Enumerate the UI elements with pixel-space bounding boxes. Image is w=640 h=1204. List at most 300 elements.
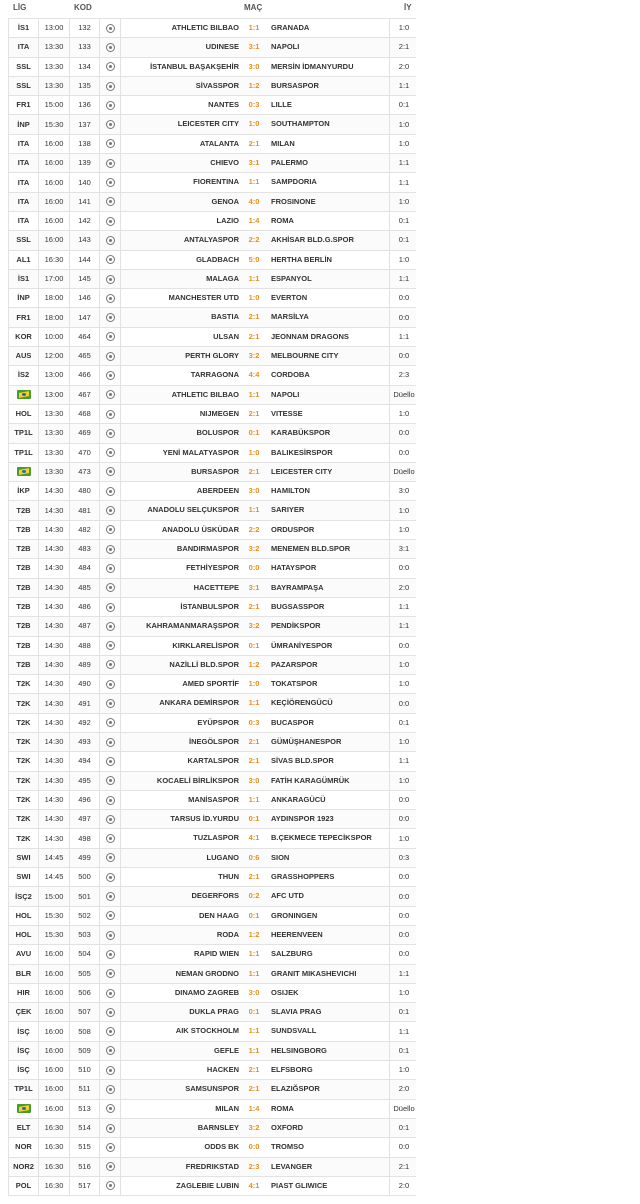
- live-cell[interactable]: [100, 1176, 121, 1195]
- table-row[interactable]: [9, 173, 417, 192]
- match-cell[interactable]: [121, 269, 390, 288]
- match-cell[interactable]: [121, 462, 390, 481]
- soccer-ball-icon[interactable]: [106, 178, 115, 187]
- table-row[interactable]: [9, 732, 417, 751]
- half-time-score: 0:1: [390, 96, 417, 115]
- home-team: İSTANBUL BAŞAKŞEHİR: [150, 61, 239, 71]
- table-row[interactable]: [9, 308, 417, 327]
- soccer-ball-icon[interactable]: [106, 1085, 115, 1094]
- soccer-ball-icon[interactable]: [106, 236, 115, 245]
- live-cell[interactable]: [100, 347, 121, 366]
- soccer-ball-icon[interactable]: [106, 332, 115, 341]
- table-row[interactable]: [9, 540, 417, 559]
- match-cell[interactable]: [121, 347, 390, 366]
- table-row[interactable]: [9, 771, 417, 790]
- live-cell[interactable]: [100, 617, 121, 636]
- time-cell: 14:30: [39, 520, 70, 539]
- full-time-score: 2:1: [248, 872, 260, 882]
- live-cell[interactable]: [100, 269, 121, 288]
- match-cell[interactable]: [121, 1003, 390, 1022]
- match-cell[interactable]: [121, 211, 390, 230]
- match-cell[interactable]: [121, 1061, 390, 1080]
- match-cell[interactable]: [121, 983, 390, 1002]
- match-cell[interactable]: [121, 76, 390, 95]
- table-row[interactable]: [9, 1118, 417, 1137]
- match-cell[interactable]: [121, 19, 390, 38]
- soccer-ball-icon[interactable]: [106, 950, 115, 959]
- live-cell[interactable]: [100, 134, 121, 153]
- full-time-score: 3:2: [248, 351, 260, 361]
- live-cell[interactable]: [100, 57, 121, 76]
- soccer-ball-icon[interactable]: [106, 448, 115, 457]
- live-cell[interactable]: [100, 424, 121, 443]
- match-cell[interactable]: [121, 327, 390, 346]
- time-cell: 13:00: [39, 19, 70, 38]
- table-row[interactable]: [9, 347, 417, 366]
- full-time-score: 1:2: [248, 929, 260, 939]
- match-cell[interactable]: [121, 1022, 390, 1041]
- live-cell[interactable]: [100, 404, 121, 423]
- live-cell[interactable]: [100, 154, 121, 173]
- half-time-score: 3:1: [390, 540, 417, 559]
- code-cell: 144: [70, 250, 100, 269]
- soccer-ball-icon[interactable]: [106, 255, 115, 264]
- league-cell: [9, 443, 39, 462]
- live-cell[interactable]: [100, 868, 121, 887]
- table-row[interactable]: [9, 906, 417, 925]
- match-cell[interactable]: [121, 655, 390, 674]
- table-row[interactable]: [9, 1022, 417, 1041]
- league-code: İNP: [17, 119, 30, 129]
- soccer-ball-icon[interactable]: [106, 371, 115, 380]
- soccer-ball-icon[interactable]: [106, 641, 115, 650]
- live-cell[interactable]: [100, 96, 121, 115]
- match-cell[interactable]: [121, 404, 390, 423]
- home-team: İNEGÖLSPOR: [188, 736, 239, 746]
- match-cell[interactable]: [121, 443, 390, 462]
- live-cell[interactable]: [100, 482, 121, 501]
- soccer-ball-icon[interactable]: [106, 506, 115, 515]
- half-time-score: 2:0: [390, 57, 417, 76]
- match-cell[interactable]: [121, 694, 390, 713]
- table-row[interactable]: [9, 76, 417, 95]
- soccer-ball-icon[interactable]: [106, 139, 115, 148]
- match-cell[interactable]: [121, 115, 390, 134]
- table-row[interactable]: [9, 134, 417, 153]
- table-row[interactable]: [9, 945, 417, 964]
- soccer-ball-icon[interactable]: [106, 834, 115, 843]
- code-cell: 509: [70, 1041, 100, 1060]
- soccer-ball-icon[interactable]: [106, 62, 115, 71]
- table-row[interactable]: [9, 636, 417, 655]
- match-cell[interactable]: [121, 250, 390, 269]
- half-time-score: 0:0: [390, 790, 417, 809]
- live-cell[interactable]: [100, 829, 121, 848]
- soccer-ball-icon[interactable]: [106, 660, 115, 669]
- soccer-ball-icon[interactable]: [106, 989, 115, 998]
- match-cell[interactable]: [121, 713, 390, 732]
- league-cell: [9, 1176, 39, 1195]
- away-team: B.ÇEKMECE TEPECİKSPOR: [271, 833, 372, 843]
- live-cell[interactable]: [100, 675, 121, 694]
- match-cell[interactable]: [121, 829, 390, 848]
- match-cell[interactable]: [121, 675, 390, 694]
- match-cell[interactable]: [121, 520, 390, 539]
- match-cell[interactable]: [121, 308, 390, 327]
- soccer-ball-icon[interactable]: [106, 1027, 115, 1036]
- table-row[interactable]: [9, 597, 417, 616]
- half-time-score: 1:0: [390, 771, 417, 790]
- soccer-ball-icon[interactable]: [106, 390, 115, 399]
- match-cell[interactable]: [121, 597, 390, 616]
- soccer-ball-icon[interactable]: [106, 429, 115, 438]
- league-code: FR1: [16, 100, 31, 110]
- league-code: NOR: [15, 1142, 32, 1152]
- soccer-ball-icon[interactable]: [106, 525, 115, 534]
- match-cell[interactable]: [121, 134, 390, 153]
- table-row[interactable]: [9, 424, 417, 443]
- soccer-ball-icon[interactable]: [106, 796, 115, 805]
- soccer-ball-icon[interactable]: [106, 1066, 115, 1075]
- table-row[interactable]: [9, 385, 417, 404]
- table-row[interactable]: [9, 269, 417, 288]
- half-time-score: 0:0: [390, 347, 417, 366]
- table-row[interactable]: [9, 443, 417, 462]
- soccer-ball-icon[interactable]: [106, 680, 115, 689]
- table-row[interactable]: [9, 810, 417, 829]
- table-row[interactable]: [9, 887, 417, 906]
- soccer-ball-icon[interactable]: [106, 931, 115, 940]
- table-row[interactable]: [9, 501, 417, 520]
- live-cell[interactable]: [100, 732, 121, 751]
- match-cell[interactable]: [121, 1176, 390, 1195]
- away-team: LILLE: [271, 100, 292, 110]
- soccer-ball-icon[interactable]: [106, 217, 115, 226]
- match-cell[interactable]: [121, 231, 390, 250]
- match-cell[interactable]: [121, 1138, 390, 1157]
- table-row[interactable]: [9, 404, 417, 423]
- table-row[interactable]: [9, 559, 417, 578]
- table-row[interactable]: [9, 964, 417, 983]
- half-time-score: 1:0: [390, 520, 417, 539]
- soccer-ball-icon[interactable]: [106, 564, 115, 573]
- soccer-ball-icon[interactable]: [106, 776, 115, 785]
- match-cell[interactable]: [121, 1041, 390, 1060]
- table-row[interactable]: [9, 848, 417, 867]
- soccer-ball-icon[interactable]: [106, 294, 115, 303]
- full-time-score: 1:4: [248, 1103, 260, 1113]
- soccer-ball-icon[interactable]: [106, 43, 115, 52]
- table-row[interactable]: [9, 1176, 417, 1195]
- soccer-ball-icon[interactable]: [106, 275, 115, 284]
- table-row[interactable]: [9, 482, 417, 501]
- live-cell[interactable]: [100, 1080, 121, 1099]
- live-cell[interactable]: [100, 925, 121, 944]
- league-code: İS1: [17, 23, 30, 33]
- live-cell[interactable]: [100, 1118, 121, 1137]
- match-cell[interactable]: [121, 868, 390, 887]
- soccer-ball-icon[interactable]: [106, 1046, 115, 1055]
- live-cell[interactable]: [100, 211, 121, 230]
- live-cell[interactable]: [100, 1157, 121, 1176]
- live-cell[interactable]: [100, 250, 121, 269]
- away-team: MARSİLYA: [271, 312, 309, 322]
- league-code: T2K: [16, 717, 31, 727]
- soccer-ball-icon[interactable]: [106, 1008, 115, 1017]
- match-cell[interactable]: [121, 790, 390, 809]
- table-row[interactable]: [9, 38, 417, 57]
- soccer-ball-icon[interactable]: [106, 120, 115, 129]
- soccer-ball-icon[interactable]: [106, 718, 115, 727]
- table-row[interactable]: [9, 366, 417, 385]
- live-cell[interactable]: [100, 810, 121, 829]
- soccer-ball-icon[interactable]: [106, 410, 115, 419]
- match-cell[interactable]: [121, 482, 390, 501]
- table-row[interactable]: [9, 1138, 417, 1157]
- soccer-ball-icon[interactable]: [106, 622, 115, 631]
- match-cell[interactable]: [121, 57, 390, 76]
- match-cell[interactable]: [121, 559, 390, 578]
- match-cell[interactable]: [121, 810, 390, 829]
- full-time-score: 2:1: [248, 408, 260, 418]
- live-cell[interactable]: [100, 385, 121, 404]
- match-cell[interactable]: [121, 424, 390, 443]
- match-cell[interactable]: [121, 771, 390, 790]
- live-cell[interactable]: [100, 906, 121, 925]
- match-cell[interactable]: [121, 96, 390, 115]
- code-cell: 492: [70, 713, 100, 732]
- match-cell[interactable]: [121, 617, 390, 636]
- match-cell[interactable]: [121, 289, 390, 308]
- table-row[interactable]: [9, 57, 417, 76]
- match-cell[interactable]: [121, 636, 390, 655]
- table-row[interactable]: [9, 617, 417, 636]
- match-cell[interactable]: [121, 366, 390, 385]
- table-row[interactable]: [9, 289, 417, 308]
- soccer-ball-icon[interactable]: [106, 487, 115, 496]
- match-cell[interactable]: [121, 887, 390, 906]
- live-cell[interactable]: [100, 1099, 121, 1118]
- match-cell[interactable]: [121, 732, 390, 751]
- time-cell: 16:00: [39, 231, 70, 250]
- code-cell: 510: [70, 1061, 100, 1080]
- live-cell[interactable]: [100, 694, 121, 713]
- code-cell: 495: [70, 771, 100, 790]
- soccer-ball-icon[interactable]: [106, 1124, 115, 1133]
- home-team: BANDIRMASPOR: [176, 544, 239, 554]
- live-cell[interactable]: [100, 327, 121, 346]
- league-code: T2B: [16, 563, 31, 573]
- table-row[interactable]: [9, 1041, 417, 1060]
- match-cell[interactable]: [121, 38, 390, 57]
- live-cell[interactable]: [100, 945, 121, 964]
- live-cell[interactable]: [100, 983, 121, 1002]
- live-cell[interactable]: [100, 1003, 121, 1022]
- home-team: İSTANBULSPOR: [180, 601, 239, 611]
- league-cell: [9, 848, 39, 867]
- live-cell[interactable]: [100, 752, 121, 771]
- live-cell[interactable]: [100, 501, 121, 520]
- home-team: BARNSLEY: [197, 1122, 239, 1132]
- live-cell[interactable]: [100, 790, 121, 809]
- table-row[interactable]: [9, 655, 417, 674]
- soccer-ball-icon[interactable]: [106, 1162, 115, 1171]
- home-team: KAHRAMANMARAŞSPOR: [146, 621, 239, 631]
- full-time-score: 4:1: [248, 833, 260, 843]
- live-cell[interactable]: [100, 1138, 121, 1157]
- table-row[interactable]: [9, 752, 417, 771]
- match-cell[interactable]: [121, 964, 390, 983]
- live-cell[interactable]: [100, 964, 121, 983]
- code-cell: 141: [70, 192, 100, 211]
- table-row[interactable]: [9, 713, 417, 732]
- league-code: İSÇ2: [15, 891, 32, 901]
- table-row[interactable]: [9, 520, 417, 539]
- table-row[interactable]: [9, 327, 417, 346]
- table-row[interactable]: [9, 115, 417, 134]
- live-cell[interactable]: [100, 636, 121, 655]
- soccer-ball-icon[interactable]: [106, 159, 115, 168]
- match-cell[interactable]: [121, 945, 390, 964]
- soccer-ball-icon[interactable]: [106, 197, 115, 206]
- live-cell[interactable]: [100, 1022, 121, 1041]
- soccer-ball-icon[interactable]: [106, 545, 115, 554]
- live-cell[interactable]: [100, 597, 121, 616]
- live-cell[interactable]: [100, 308, 121, 327]
- table-row[interactable]: [9, 1003, 417, 1022]
- live-cell[interactable]: [100, 19, 121, 38]
- soccer-ball-icon[interactable]: [106, 911, 115, 920]
- match-cell[interactable]: [121, 752, 390, 771]
- live-cell[interactable]: [100, 38, 121, 57]
- live-cell[interactable]: [100, 1061, 121, 1080]
- live-cell[interactable]: [100, 366, 121, 385]
- soccer-ball-icon[interactable]: [106, 313, 115, 322]
- table-row[interactable]: [9, 578, 417, 597]
- soccer-ball-icon[interactable]: [106, 24, 115, 33]
- soccer-ball-icon[interactable]: [106, 1143, 115, 1152]
- table-row[interactable]: [9, 1061, 417, 1080]
- home-team: FETHİYESPOR: [186, 563, 239, 573]
- league-cell: [9, 1080, 39, 1099]
- duello-flag-icon: [17, 390, 31, 399]
- soccer-ball-icon[interactable]: [106, 699, 115, 708]
- soccer-ball-icon[interactable]: [106, 738, 115, 747]
- live-cell[interactable]: [100, 115, 121, 134]
- full-time-score: 2:1: [248, 1065, 260, 1075]
- soccer-ball-icon[interactable]: [106, 1104, 115, 1113]
- live-cell[interactable]: [100, 289, 121, 308]
- match-cell[interactable]: [121, 1080, 390, 1099]
- soccer-ball-icon[interactable]: [106, 1181, 115, 1190]
- table-row[interactable]: [9, 694, 417, 713]
- live-cell[interactable]: [100, 173, 121, 192]
- table-row[interactable]: [9, 192, 417, 211]
- live-cell[interactable]: [100, 887, 121, 906]
- table-row[interactable]: [9, 1080, 417, 1099]
- match-cell[interactable]: [121, 848, 390, 867]
- soccer-ball-icon[interactable]: [106, 467, 115, 476]
- soccer-ball-icon[interactable]: [106, 892, 115, 901]
- live-cell[interactable]: [100, 443, 121, 462]
- league-cell: [9, 559, 39, 578]
- soccer-ball-icon[interactable]: [106, 969, 115, 978]
- match-cell[interactable]: [121, 1118, 390, 1137]
- match-cell[interactable]: [121, 192, 390, 211]
- live-cell[interactable]: [100, 713, 121, 732]
- match-cell[interactable]: [121, 925, 390, 944]
- match-cell[interactable]: [121, 906, 390, 925]
- live-cell[interactable]: [100, 655, 121, 674]
- live-cell[interactable]: [100, 462, 121, 481]
- live-cell[interactable]: [100, 76, 121, 95]
- table-row[interactable]: [9, 1157, 417, 1176]
- match-cell[interactable]: [121, 154, 390, 173]
- table-row[interactable]: [9, 925, 417, 944]
- away-team: HATAYSPOR: [271, 563, 317, 573]
- match-cell[interactable]: [121, 1157, 390, 1176]
- soccer-ball-icon[interactable]: [106, 583, 115, 592]
- half-time-score: 1:0: [390, 732, 417, 751]
- live-cell[interactable]: [100, 578, 121, 597]
- table-row[interactable]: [9, 675, 417, 694]
- live-cell[interactable]: [100, 540, 121, 559]
- match-cell[interactable]: [121, 385, 390, 404]
- table-row[interactable]: [9, 829, 417, 848]
- table-row[interactable]: [9, 19, 417, 38]
- live-cell[interactable]: [100, 559, 121, 578]
- soccer-ball-icon[interactable]: [106, 101, 115, 110]
- table-row[interactable]: [9, 1099, 417, 1118]
- table-row[interactable]: [9, 231, 417, 250]
- table-row[interactable]: [9, 790, 417, 809]
- live-cell[interactable]: [100, 771, 121, 790]
- live-cell[interactable]: [100, 192, 121, 211]
- league-code: İSÇ: [17, 1026, 30, 1036]
- table-row[interactable]: [9, 462, 417, 481]
- live-cell[interactable]: [100, 520, 121, 539]
- match-cell[interactable]: [121, 578, 390, 597]
- half-time-score: 1:1: [390, 964, 417, 983]
- table-row[interactable]: [9, 96, 417, 115]
- match-cell[interactable]: [121, 501, 390, 520]
- table-row[interactable]: [9, 250, 417, 269]
- home-team: HACETTEPE: [193, 582, 239, 592]
- match-cell[interactable]: [121, 1099, 390, 1118]
- live-cell[interactable]: [100, 848, 121, 867]
- soccer-ball-icon[interactable]: [106, 352, 115, 361]
- soccer-ball-icon[interactable]: [106, 757, 115, 766]
- match-cell[interactable]: [121, 173, 390, 192]
- soccer-ball-icon[interactable]: [106, 873, 115, 882]
- live-cell[interactable]: [100, 1041, 121, 1060]
- soccer-ball-icon[interactable]: [106, 815, 115, 824]
- soccer-ball-icon[interactable]: [106, 82, 115, 91]
- table-row[interactable]: [9, 983, 417, 1002]
- home-team: RODA: [216, 929, 239, 939]
- table-row[interactable]: [9, 154, 417, 173]
- table-row[interactable]: [9, 211, 417, 230]
- table-row[interactable]: [9, 868, 417, 887]
- soccer-ball-icon[interactable]: [106, 603, 115, 612]
- match-cell[interactable]: [121, 540, 390, 559]
- league-cell: [9, 540, 39, 559]
- code-cell: 485: [70, 578, 100, 597]
- half-time-score: 1:0: [390, 655, 417, 674]
- half-time-score: 0:1: [390, 713, 417, 732]
- soccer-ball-icon[interactable]: [106, 853, 115, 862]
- live-cell[interactable]: [100, 231, 121, 250]
